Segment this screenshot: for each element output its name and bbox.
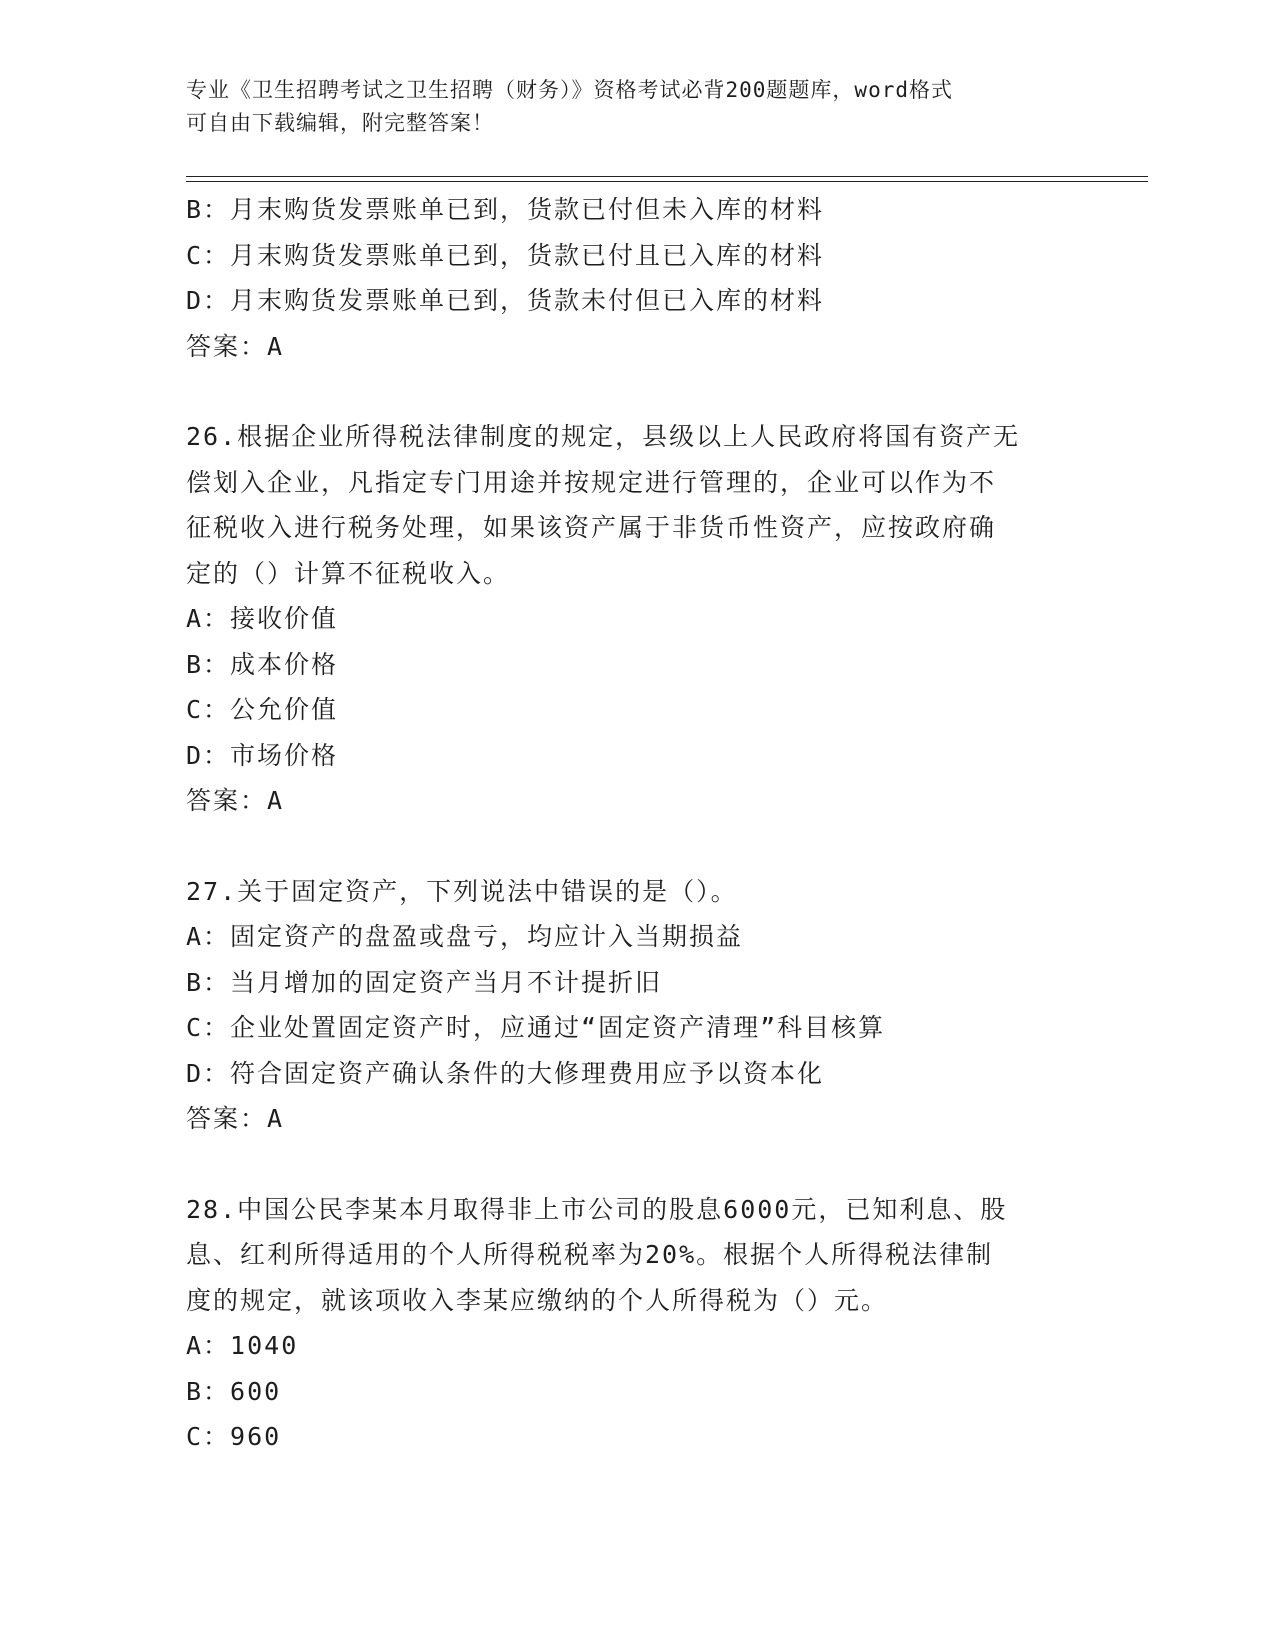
option-b: B：当月增加的固定资产当月不计提折旧 [186, 967, 663, 997]
answer-line: 答案：A [186, 331, 285, 361]
answer-line: 答案：A [186, 786, 285, 815]
option-d: D：符合固定资产确认条件的大修理费用应予以资本化 [186, 1058, 825, 1088]
question-text-line: 定的（）计算不征税收入。 [186, 558, 511, 588]
option-c: C：月末购货发票账单已到，货款已付且已入库的材料 [186, 240, 825, 270]
question-text-line: 偿划入企业，凡指定专门用途并按规定进行管理的，企业可以作为不 [186, 467, 997, 497]
question-text-line: 28.中国公民李某本月取得非上市公司的股息6000元，已知利息、股 [186, 1194, 1008, 1224]
option-c: C：公允价值 [186, 695, 339, 724]
option-b: B：成本价格 [186, 649, 339, 679]
option-c: C：960 [186, 1422, 282, 1451]
question-text-line: 息、红利所得适用的个人所得税税率为20%。根据个人所得税法律制 [186, 1240, 994, 1269]
header-divider-top [186, 176, 1148, 177]
option-b: B：600 [186, 1376, 282, 1406]
header-line-1: 专业《卫生招聘考试之卫生招聘（财务）》资格考试必背200题题库，word格式 [186, 78, 953, 102]
document-header [186, 74, 1066, 140]
option-d: D：市场价格 [186, 740, 339, 770]
question-27 [186, 869, 1066, 1142]
option-a: A：接收价值 [186, 604, 339, 633]
question-gap [186, 369, 1066, 414]
document-body [186, 187, 1066, 1460]
option-b: B：月末购货发票账单已到，货款已付但未入库的材料 [186, 195, 825, 224]
header-line-2: 可自由下载编辑，附完整答案！ [186, 111, 494, 135]
question-text-line: 征税收入进行税务处理，如果该资产属于非货币性资产，应按政府确 [186, 513, 997, 542]
question-gap [186, 1142, 1066, 1187]
question-28 [186, 1187, 1066, 1460]
answer-line: 答案：A [186, 1104, 285, 1133]
question-gap [186, 824, 1066, 869]
question-26 [186, 414, 1066, 824]
question-text-line: 度的规定，就该项收入李某应缴纳的个人所得税为（）元。 [186, 1285, 889, 1315]
header-divider-bottom [186, 181, 1148, 182]
question-text-line: 27.关于固定资产，下列说法中错误的是（）。 [186, 876, 738, 906]
option-c: C：企业处置固定资产时，应通过“固定资产清理”科目核算 [186, 1013, 886, 1042]
option-d: D：月末购货发票账单已到，货款未付但已入库的材料 [186, 286, 825, 315]
question-text-line: 26.根据企业所得税法律制度的规定，县级以上人民政府将国有资产无 [186, 422, 1021, 451]
question-25-tail [186, 187, 1066, 369]
option-a: A：1040 [186, 1331, 299, 1360]
option-a: A：固定资产的盘盈或盘亏，均应计入当期损益 [186, 922, 744, 951]
